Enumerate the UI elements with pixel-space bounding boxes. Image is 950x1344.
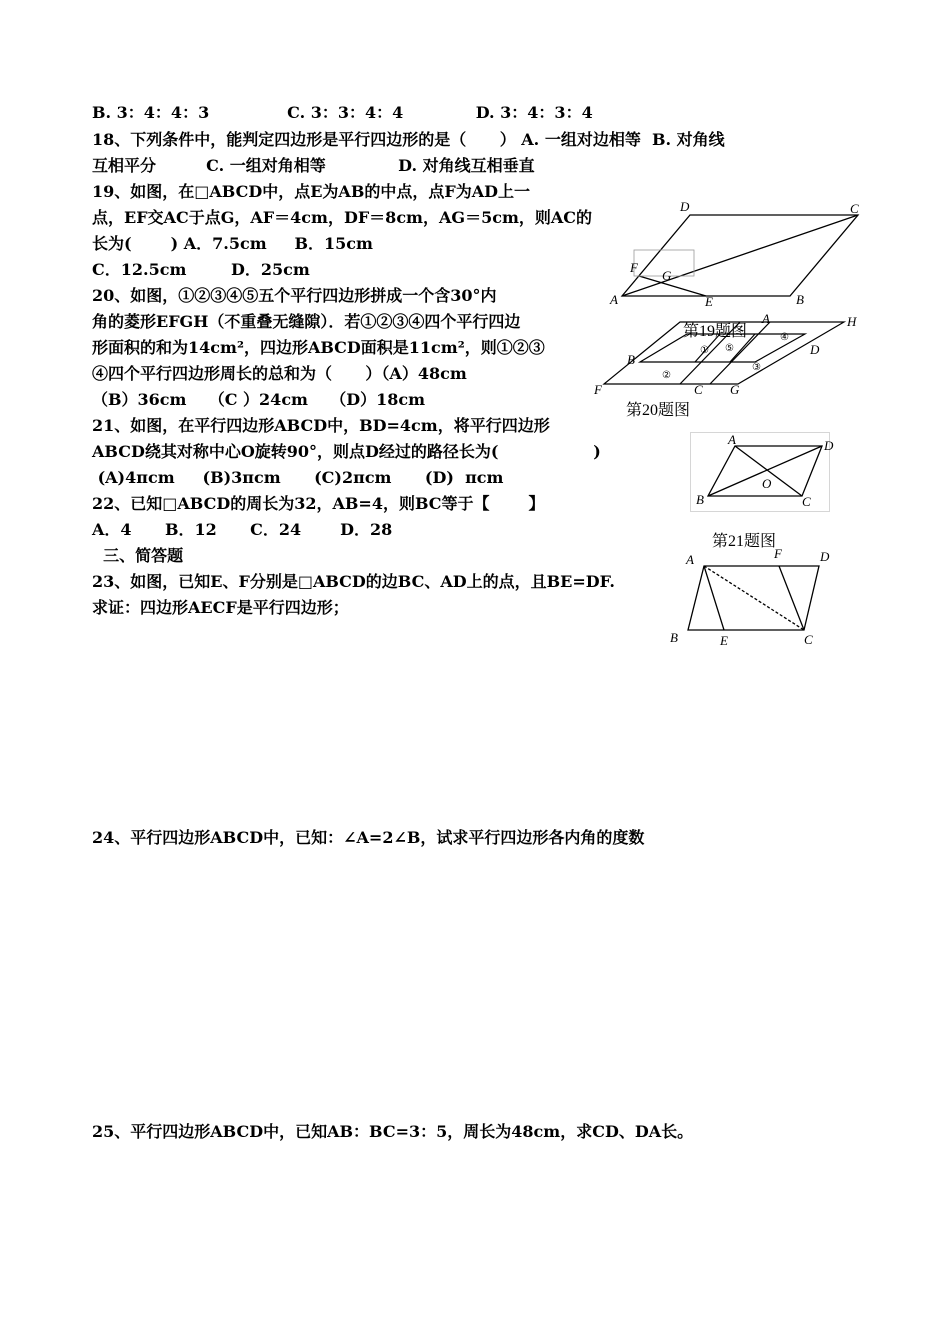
fig20-rhombus xyxy=(604,322,844,384)
fig20-label-c: C xyxy=(694,382,703,397)
fig20-label-f: F xyxy=(594,382,602,397)
q23-text: 23、如图，已知E、F分别是□ABCD的边BC、AD上的点，且BE=DF. xyxy=(92,572,615,591)
fig23-label-f: F xyxy=(774,546,782,561)
fig23-label-e: E xyxy=(720,633,728,648)
fig19-label-b: B xyxy=(796,292,804,307)
fig20-label-h: H xyxy=(847,314,857,329)
fig19-label-c: C xyxy=(850,201,859,216)
fig21-label-c: C xyxy=(802,494,811,509)
fig20-label-4: ④ xyxy=(780,332,789,343)
q21-text: 21、如图，在平行四边形ABCD中，BD=4cm，将平行四边形 xyxy=(92,416,550,435)
q20-text-2: 角的菱形EFGH（不重叠无缝隙）．若①②③④四个平行四边 xyxy=(92,312,521,331)
fig23-label-c: C xyxy=(804,632,813,647)
fig21-label-b: B xyxy=(696,492,704,507)
fig21-label-d: D xyxy=(824,438,834,453)
fig23-label-d: D xyxy=(820,549,830,564)
fig19-caption: 第19题图 xyxy=(683,323,748,340)
fig23-segment-fc xyxy=(779,566,804,630)
fig19-label-f: F xyxy=(630,260,638,275)
fig20-label-d: D xyxy=(810,342,820,357)
fig23-label-a: A xyxy=(686,552,694,567)
fig20-label-1: ① xyxy=(700,345,709,356)
q20-text-4: ④四个平行四边形周长的总和为（ ）（A）48cm xyxy=(92,364,467,383)
q20-text: 20、如图，①②③④⑤五个平行四边形拼成一个含30°内 xyxy=(92,286,497,305)
q19-options-2: C．12.5cm D．25cm xyxy=(92,260,310,279)
fig20-label-3: ③ xyxy=(752,362,761,373)
fig20-label-b: B xyxy=(627,352,635,367)
fig20-caption: 第20题图 xyxy=(626,402,691,419)
q18-options: 互相平分 C. 一组对角相等 D. 对角线互相垂直 xyxy=(92,156,535,175)
fig19-label-g: G xyxy=(662,268,672,283)
fig19-label-e: E xyxy=(705,294,713,309)
q19-text-2: 点，EF交AC于点G，AF＝4cm，DF＝8cm，AG＝5cm，则AC的 xyxy=(92,208,593,227)
q21-text-2: ABCD绕其对称中心O旋转90°，则点D经过的路径长为( ) xyxy=(92,442,601,461)
q22-options: A．4 B．12 C．24 D．28 xyxy=(92,520,393,539)
fig21-label-a: A xyxy=(728,432,736,447)
q22-text: 22、已知□ABCD的周长为32，AB=4，则BC等于【 】 xyxy=(92,494,545,513)
fig23-segment-ac xyxy=(704,566,804,630)
fig23-segment-ae xyxy=(704,566,724,630)
q19-options: 长为( ) A．7.5cm B．15cm xyxy=(92,234,373,253)
fig20-label-2: ② xyxy=(662,370,671,381)
q17-options: B. 3：4：4：3 C. 3：3：4：4 D. 3：4：3：4 xyxy=(92,103,593,122)
q19-text: 19、如图，在□ABCD中，点E为AB的中点，点F为AD上一 xyxy=(92,182,531,201)
q20-options: （B）36cm （C ）24cm （D）18cm xyxy=(92,390,426,409)
figure-21 xyxy=(690,432,834,512)
q18-text: 18、下列条件中，能判定四边形是平行四边形的是（ ） A. 一组对边相等 B. 对角线 xyxy=(92,130,725,149)
fig19-label-a: A xyxy=(610,292,618,307)
fig21-label-o: O xyxy=(762,476,772,491)
fig23-label-b: B xyxy=(670,630,678,645)
fig20-label-5: ⑤ xyxy=(725,343,734,354)
q21-options: (A)4πcm (B)3πcm (C)2πcm (D) πcm xyxy=(92,468,504,487)
q25-text: 25、平行四边形ABCD中，已知AB：BC=3：5，周长为48cm，求CD、DA长。 xyxy=(92,1122,694,1141)
fig20-label-g: G xyxy=(730,382,740,397)
figure-19 xyxy=(600,198,870,318)
fig19-diagonal-ac xyxy=(622,215,858,296)
q23-text-2: 求证：四边形AECF是平行四边形； xyxy=(92,598,349,617)
section-heading: 三、简答题 xyxy=(92,546,184,565)
figure-23 xyxy=(664,548,834,650)
fig19-label-d: D xyxy=(680,199,690,214)
q24-text: 24、平行四边形ABCD中，已知：∠A=2∠B，试求平行四边形各内角的度数 xyxy=(92,828,645,847)
figure-20 xyxy=(590,312,870,400)
fig21-caption: 第21题图 xyxy=(712,533,777,550)
fig20-label-a: A xyxy=(762,311,770,326)
q20-text-3: 形面积的和为14cm²，四边形ABCD面积是11cm²，则①②③ xyxy=(92,338,545,357)
